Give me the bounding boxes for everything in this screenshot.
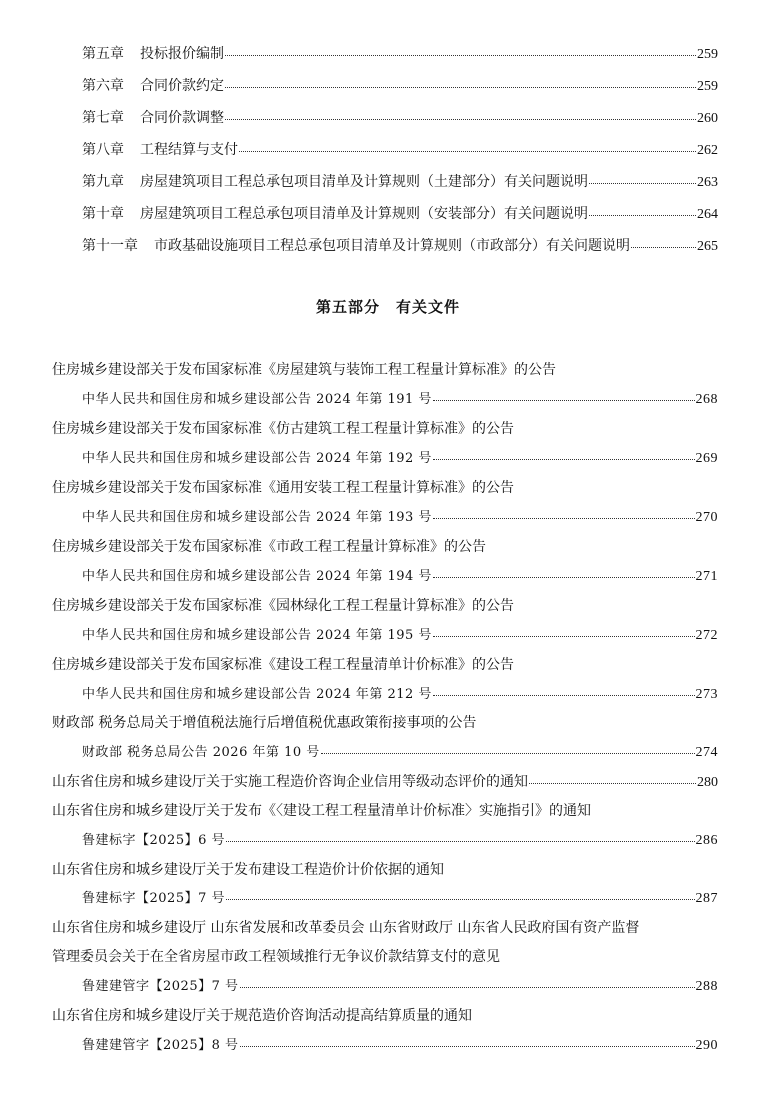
toc-document-title[interactable] — [52, 596, 718, 616]
page-number: 268 — [695, 392, 718, 407]
chapter-title: 合同价款调整 — [140, 110, 224, 126]
dot-leader — [239, 147, 696, 152]
dot-leader — [240, 1042, 695, 1047]
page-number: 270 — [695, 510, 718, 525]
document-number: 中华人民共和国住房和城乡建设部公告 2024 年第 193 号 — [82, 510, 432, 525]
chapter-title: 房屋建筑项目工程总承包项目清单及计算规则（土建部分）有关问题说明 — [140, 174, 588, 190]
dot-leader — [631, 243, 696, 248]
document-title: 住房城乡建设部关于发布国家标准《仿古建筑工程工程量计算标准》的公告 — [52, 421, 514, 437]
document-title: 住房城乡建设部关于发布国家标准《市政工程工程量计算标准》的公告 — [52, 539, 486, 555]
dot-leader — [225, 51, 696, 56]
document-title: 山东省住房和城乡建设厅关于发布《〈建设工程工程量清单计价标准〉实施指引》的通知 — [52, 803, 591, 819]
toc-document-title[interactable] — [52, 713, 718, 733]
page-number: 274 — [695, 745, 718, 760]
toc-document-entry[interactable] — [52, 772, 718, 793]
document-number: 中华人民共和国住房和城乡建设部公告 2024 年第 191 号 — [82, 392, 432, 407]
dot-leader — [433, 691, 695, 696]
chapter-title: 房屋建筑项目工程总承包项目清单及计算规则（安装部分）有关问题说明 — [140, 206, 588, 222]
page-number: 288 — [695, 979, 718, 994]
chapter-number: 第五章 — [82, 46, 124, 62]
document-number: 鲁建建管字【2025】7 号 — [82, 979, 239, 994]
page-number: 265 — [697, 239, 718, 254]
dot-leader — [433, 396, 695, 401]
toc-document-title[interactable] — [52, 360, 718, 380]
dot-leader — [240, 983, 695, 988]
chapter-title: 市政基础设施项目工程总承包项目清单及计算规则（市政部分）有关问题说明 — [154, 238, 630, 254]
page-number: 260 — [697, 111, 718, 126]
document-number: 财政部 税务总局公告 2026 年第 10 号 — [82, 745, 320, 760]
toc-document-entry[interactable] — [82, 977, 718, 997]
page-number: 263 — [697, 175, 718, 190]
toc-chapter-entry[interactable] — [82, 236, 718, 257]
toc-document-title[interactable] — [52, 860, 718, 880]
toc-document-entry[interactable] — [82, 685, 718, 705]
document-title: 住房城乡建设部关于发布国家标准《园林绿化工程工程量计算标准》的公告 — [52, 598, 514, 614]
page-number: 271 — [695, 569, 718, 584]
document-title: 山东省住房和城乡建设厅关于发布建设工程造价计价依据的通知 — [52, 862, 444, 878]
chapter-title: 工程结算与支付 — [140, 142, 238, 158]
toc-document-entry[interactable] — [82, 831, 718, 851]
toc-document-entry[interactable] — [82, 1036, 718, 1056]
dot-leader — [589, 211, 696, 216]
page-number: 287 — [695, 891, 718, 906]
chapter-number: 第八章 — [82, 142, 124, 158]
toc-chapter-entry[interactable] — [82, 44, 718, 65]
page-number: 269 — [695, 451, 718, 466]
toc-document-title-continued[interactable] — [52, 947, 718, 967]
chapter-number: 第九章 — [82, 174, 124, 190]
toc-document-title[interactable] — [52, 537, 718, 557]
document-number: 中华人民共和国住房和城乡建设部公告 2024 年第 192 号 — [82, 451, 432, 466]
toc-document-title[interactable] — [52, 655, 718, 675]
page-number: 272 — [695, 628, 718, 643]
document-title: 山东省住房和城乡建设厅 山东省发展和改革委员会 山东省财政厅 山东省人民政府国有资产监督 — [52, 920, 640, 936]
chapter-number: 第十章 — [82, 206, 124, 222]
toc-document-title[interactable] — [52, 918, 718, 938]
chapter-number: 第六章 — [82, 78, 124, 94]
chapter-number: 第十一章 — [82, 238, 138, 254]
toc-document-title[interactable] — [52, 478, 718, 498]
dot-leader — [589, 179, 696, 184]
page-number: 264 — [697, 207, 718, 222]
document-number: 鲁建标字【2025】7 号 — [82, 891, 225, 906]
dot-leader — [226, 895, 695, 900]
toc-document-title[interactable] — [52, 1006, 718, 1026]
document-number: 中华人民共和国住房和城乡建设部公告 2024 年第 195 号 — [82, 628, 432, 643]
page-number: 280 — [697, 775, 718, 790]
dot-leader — [321, 749, 695, 754]
dot-leader — [225, 115, 696, 120]
toc-chapter-entry[interactable] — [82, 172, 718, 193]
page-number: 290 — [695, 1038, 718, 1053]
document-title: 山东省住房和城乡建设厅关于规范造价咨询活动提高结算质量的通知 — [52, 1008, 472, 1024]
toc-document-entry[interactable] — [82, 567, 718, 587]
document-number: 鲁建标字【2025】6 号 — [82, 833, 225, 848]
toc-document-entry[interactable] — [82, 390, 718, 410]
section-heading: 第五部分 有关文件 — [315, 298, 460, 316]
dot-leader — [433, 632, 695, 637]
document-number: 中华人民共和国住房和城乡建设部公告 2024 年第 194 号 — [82, 569, 432, 584]
toc-document-entry[interactable] — [82, 743, 718, 763]
toc-chapter-entry[interactable] — [82, 140, 718, 161]
page-number: 259 — [697, 47, 718, 62]
page-number: 286 — [695, 833, 718, 848]
document-title: 管理委员会关于在全省房屋市政工程领域推行无争议价款结算支付的意见 — [52, 949, 500, 965]
toc-document-entry[interactable] — [82, 626, 718, 646]
document-number: 鲁建建管字【2025】8 号 — [82, 1038, 239, 1053]
document-title: 住房城乡建设部关于发布国家标准《通用安装工程工程量计算标准》的公告 — [52, 480, 514, 496]
document-title: 山东省住房和城乡建设厅关于实施工程造价咨询企业信用等级动态评价的通知 — [52, 774, 528, 790]
chapter-number: 第七章 — [82, 110, 124, 126]
dot-leader — [529, 779, 696, 784]
chapter-title: 合同价款约定 — [140, 78, 224, 94]
document-title: 财政部 税务总局关于增值税法施行后增值税优惠政策衔接事项的公告 — [52, 715, 477, 731]
toc-document-title[interactable] — [52, 419, 718, 439]
toc-chapter-entry[interactable] — [82, 76, 718, 97]
page-number: 259 — [697, 79, 718, 94]
document-title: 住房城乡建设部关于发布国家标准《房屋建筑与装饰工程工程量计算标准》的公告 — [52, 362, 556, 378]
toc-document-entry[interactable] — [82, 449, 718, 469]
dot-leader — [226, 837, 695, 842]
dot-leader — [225, 83, 696, 88]
document-title: 住房城乡建设部关于发布国家标准《建设工程工程量清单计价标准》的公告 — [52, 657, 514, 673]
toc-document-title[interactable] — [52, 801, 718, 821]
chapter-title: 投标报价编制 — [140, 46, 224, 62]
dot-leader — [433, 573, 695, 578]
page-number: 262 — [697, 143, 718, 158]
toc-chapter-entry[interactable] — [82, 204, 718, 225]
page-number: 273 — [695, 687, 718, 702]
toc-chapter-entry[interactable] — [82, 108, 718, 129]
document-number: 中华人民共和国住房和城乡建设部公告 2024 年第 212 号 — [82, 687, 432, 702]
dot-leader — [433, 514, 695, 519]
toc-document-entry[interactable] — [82, 889, 718, 909]
dot-leader — [433, 455, 695, 460]
toc-document-entry[interactable] — [82, 508, 718, 528]
